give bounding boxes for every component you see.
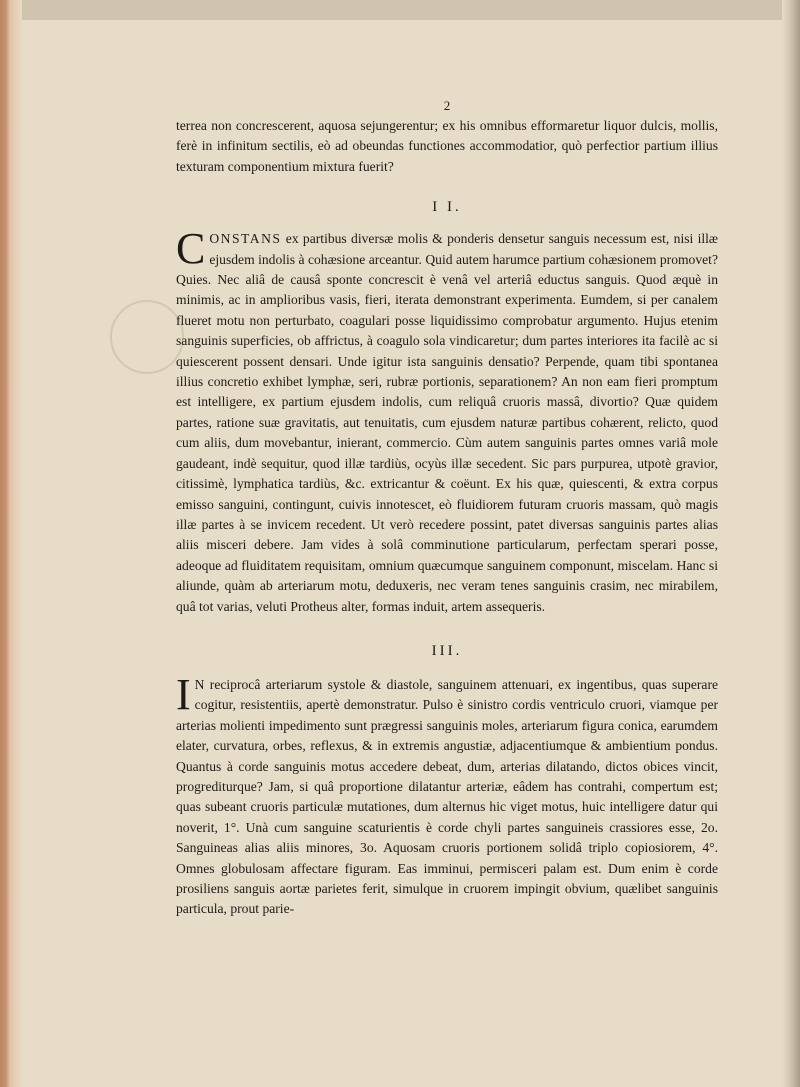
page-gutter-left — [0, 0, 22, 1087]
section-2-body: ex partibus diversæ molis & ponderis densetur sanguis necessum est, nisi illæ ejusdem indolis à cohæsione arceantur. Quid autem harumce partium cohæsionem promovet? Quies. Nec aliâ de causâ sponte concrescit è venâ vel arteriâ eductus sanguis. Quod æquè in minimis, ac in amplioribus vasis, fieri, iterata demonstrant experimenta. Eumdem, si per canalem flueret motu non perturbato, coagulari posse liquidissimo comprobatur argumento. Hujus etenim sanguinis superficies, ob affrictus, à coagulo sola vindicaretur; dum partes interiores ita facilè ac si quiescerent possent densari. Unde igitur ista sanguinis densatio? Perpende, quam tibi spontanea illius concretio exhibet lymphæ, seri, rubræ portionis, separationem? An non eam fieri promptum est intelligere, ex partium ejusdem indolis, cum reliquâ cruoris massâ, divortio? Quæ quidem partes, ratione suæ gravitatis, aut tenuitatis, cum ejusdem naturæ partibus cohærent, relicto, quod cum aliis, dum movebantur, inierant, commercio. Cùm autem sanguinis partes omnes variâ mole gaudeant, indè sequitur, quod illæ tardiùs, ocyùs illæ secedent. Sic pars purpurea, utpotè gravior, citissimè, lymphatica tardiùs, &c. extricantur & coëunt. Ex his quæ, quiescenti, & extra corpus emisso sanguini, contingunt, cuivis innotescet, eò fluidiorem futuram cruoris massam, quò magis illæ partes à se invicem recedent. Ut verò recedere possint, patet diversas sanguinis partes alias aliis misceri debere. Jam vides à solâ comminutione particularum, perfectam sperari posse, adeoque ad fluiditatem requisitam, omnium quæcumque sanguinem componunt, miscelam. Hanc si aliunde, quàm ab arteriarum motu, deduxeris, nec veram tenes sanguinis crasim, nec mirabilem, quâ tot varias, veluti Protheus alter, formas induit, artem assequeris. — [176, 231, 718, 614]
section-heading-3: III. — [431, 642, 463, 659]
dropcap-c: C — [176, 224, 206, 274]
library-stamp-faint — [110, 300, 184, 374]
dropcap-i: I — [176, 669, 191, 719]
page-number: 2 — [443, 98, 451, 113]
page-text — [176, 98, 718, 920]
section-3-body: N reciprocâ arteriarum systole & diastole, sanguinem attenuari, ex ingentibus, quas superare cogitur, resistentiis, apertè demonstratur. Pulso è sinistro cordis ventriculo cruori, viamque per arterias molienti impedimento sunt prægressi sanguinis moles, arteriarum figura conica, earumdem elater, curvatura, orbes, reflexus, & in extremis angustiæ, adjacentiumque & ambientium pondus. Quantus à corde sanguinis motus accedere debeat, dum, arterias dilatando, dictos obices vincit, progrediturque? Jam, si quâ proportione dilatantur arteriæ, eâdem has contrahi, compertum est; quas subeant cruoris particulæ mutationes, dum alternus hic viget motus, huic intelligere datur qui noverit, 1°. Unà cum sanguine scaturientis è corde chyli partes sanguineis crassiores esse, 2o. Sanguineas alias aliis minores, 3o. Aquosam cruoris portionem solidâ triplo copiosiorem, 4°. Omnes globulosam affectare figuram. Eas imminui, permisceri palam est. Dum enim è corde prosiliens sanguis aortæ parietes ferit, simulque in cruorem impingit obvium, quælibet sanguinis particula, prout parie- — [176, 676, 718, 917]
section-2-lead-word: ONSTANS — [209, 231, 282, 247]
page-edge-right — [782, 0, 800, 1087]
intro-paragraph: terrea non concrescerent, aquosa sejungerentur; ex his omnibus efformaretur liquor dulcis, mollis, ferè in infinitum sectilis, eò ad obeundas functiones accommodatior, quò perfectior partium illius texturam componentium mixtura fuerit? — [176, 118, 718, 174]
section-3-paragraph — [176, 669, 718, 920]
scan-top-edge — [0, 0, 800, 20]
section-heading-2: I I. — [432, 199, 462, 216]
section-2-paragraph — [176, 224, 718, 617]
